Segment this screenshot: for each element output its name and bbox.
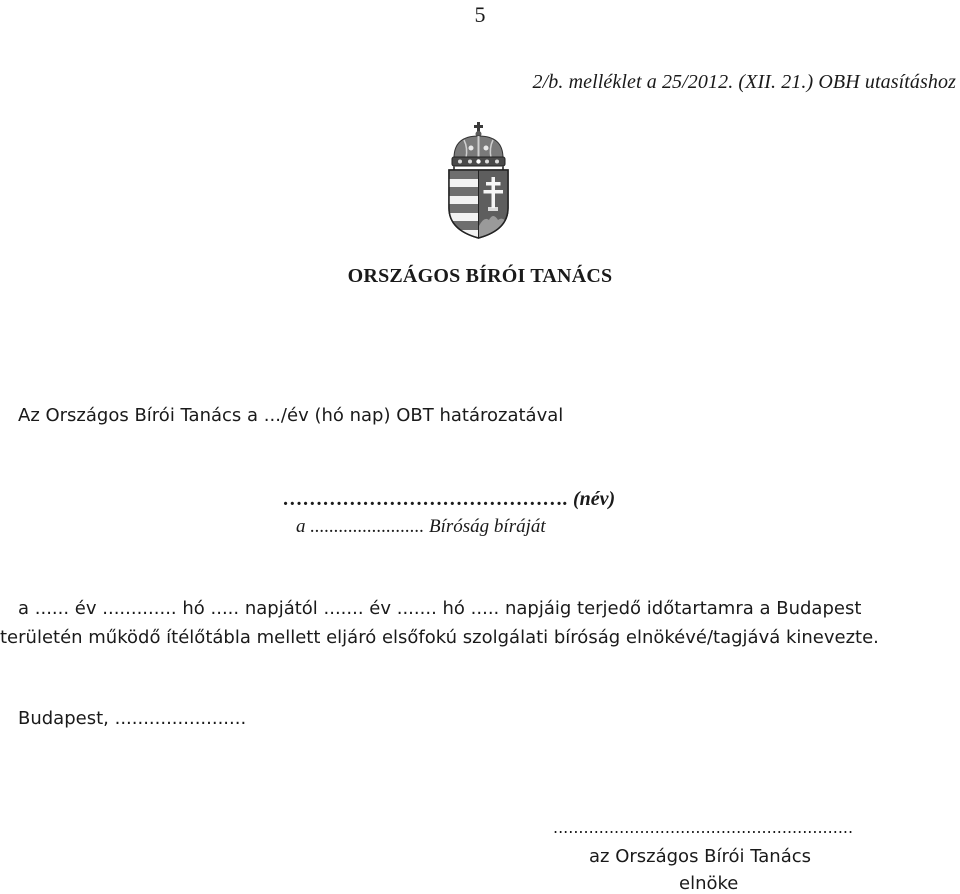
signer-title-line-1: az Országos Bírói Tanács [589,846,812,867]
court-placeholder-line: a ........................ Bíróság bíráját [296,516,546,537]
page-number: 5 [474,2,486,27]
hungarian-coat-of-arms-icon [444,122,516,240]
appointment-paragraph-line-1: a ...... év ............. hó ..... napjától ....... év ....... hó ..... napjáig terjedő időtartamra a Budapest [18,598,862,619]
name-placeholder-line: ……………………………………. (név) [283,488,616,510]
signature-line: ........................................................... [553,818,854,837]
intro-line: Az Országos Bírói Tanács a .../év (hó nap) OBT határozatával [18,405,564,426]
appointment-paragraph-line-2: területén működő ítélőtábla mellett eljáró elsőfokú szolgálati bíróság elnökévé/tagjává kinevezte. [0,627,879,648]
place-and-date-line: Budapest, ....................... [18,708,247,729]
annex-reference: 2/b. melléklet a 25/2012. (XII. 21.) OBH utasításhoz [532,71,956,93]
coat-of-arms-graphic [444,122,516,240]
signer-title-line-2: elnöke [679,873,739,894]
council-title: ORSZÁGOS BÍRÓI TANÁCS [347,265,613,287]
